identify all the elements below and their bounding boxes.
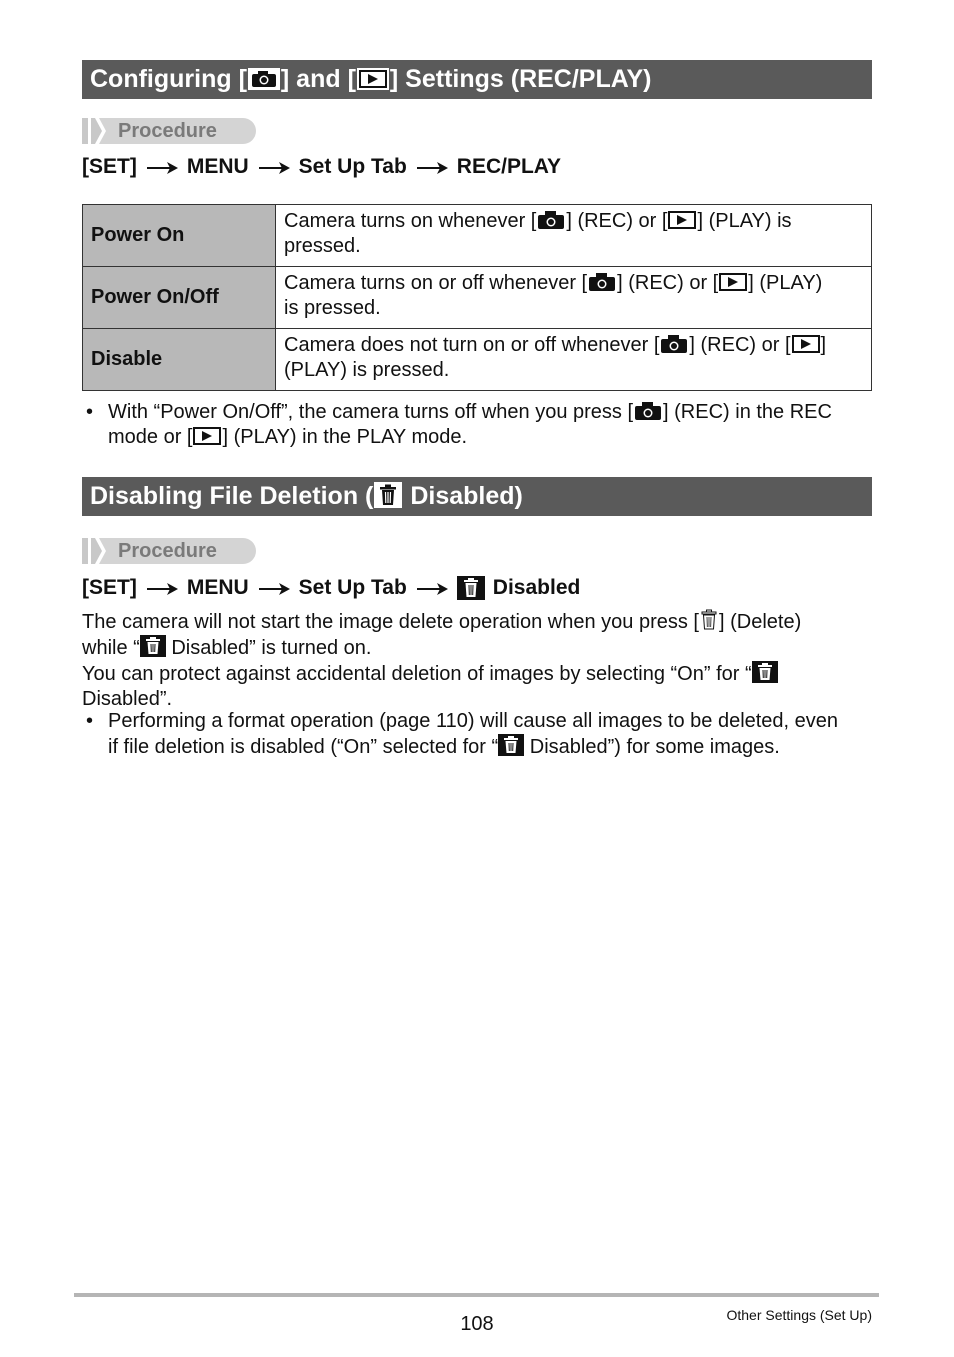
table-row <box>83 267 872 329</box>
camera-icon <box>536 210 566 230</box>
section-title-rec-play: Configuring [ ] and [ ] Settings (REC/PLAY) <box>82 60 872 99</box>
arrow-right-icon <box>145 582 179 596</box>
play-icon <box>192 426 222 446</box>
trash-outline-icon <box>699 609 719 631</box>
table-row <box>83 329 872 391</box>
play-icon <box>667 210 697 230</box>
procedure-badge: Procedure <box>82 118 256 144</box>
paragraph-delete-disabled: The camera will not start the image delete operation when you press [ ] (Delete) while “ Disabled” is turned on. You can protect against accidental deletion of images by selecting “On” for “ Disabled”. <box>82 611 802 710</box>
trash-icon <box>498 734 524 756</box>
arrow-right-icon <box>415 582 449 596</box>
setting-description: Camera turns on whenever [ ] (REC) or [ ] (PLAY) is pressed. <box>276 205 872 267</box>
page-number: 108 <box>460 1313 494 1335</box>
footer-section-label: Other Settings (Set Up) <box>726 1307 872 1323</box>
menu-path-file-deletion: [SET] MENU Set Up Tab Disabled <box>82 576 581 599</box>
camera-icon <box>659 334 689 354</box>
camera-icon <box>587 272 617 292</box>
setting-label: Power On <box>83 205 276 267</box>
rec-play-settings-table <box>82 204 872 391</box>
section-title-file-deletion: Disabling File Deletion ( Disabled) <box>82 477 872 516</box>
setting-label: Power On/Off <box>83 267 276 329</box>
setting-label: Disable <box>83 329 276 391</box>
note-power-on-off: • With “Power On/Off”, the camera turns off when you press [ ] (REC) in the REC mode or [ ] (PLAY) in the PLAY mode. <box>86 401 832 448</box>
play-icon <box>356 67 390 91</box>
setting-description: Camera does not turn on or off whenever [ ] (REC) or [ ] (PLAY) is pressed. <box>276 329 872 391</box>
play-icon <box>718 272 748 292</box>
camera-icon <box>247 67 281 91</box>
arrow-right-icon <box>257 582 291 596</box>
camera-icon <box>633 401 663 421</box>
trash-icon <box>140 635 166 657</box>
arrow-right-icon <box>415 161 449 175</box>
procedure-badge: Procedure <box>82 538 256 564</box>
arrow-right-icon <box>145 161 179 175</box>
trash-icon <box>373 481 403 509</box>
footer-divider <box>74 1293 879 1297</box>
menu-path-rec-play: [SET] MENU Set Up Tab REC/PLAY <box>82 155 562 178</box>
play-icon <box>791 334 821 354</box>
trash-icon <box>752 661 778 683</box>
arrow-right-icon <box>257 161 291 175</box>
table-row <box>83 205 872 267</box>
note-format-operation: • Performing a format operation (page 110) will cause all images to be deleted, even if file deletion is disabled (“On” selected for “ Disabled”) for some images. <box>86 710 839 758</box>
setting-description: Camera turns on or off whenever [ ] (REC) or [ ] (PLAY) is pressed. <box>276 267 872 329</box>
trash-icon <box>457 576 485 600</box>
